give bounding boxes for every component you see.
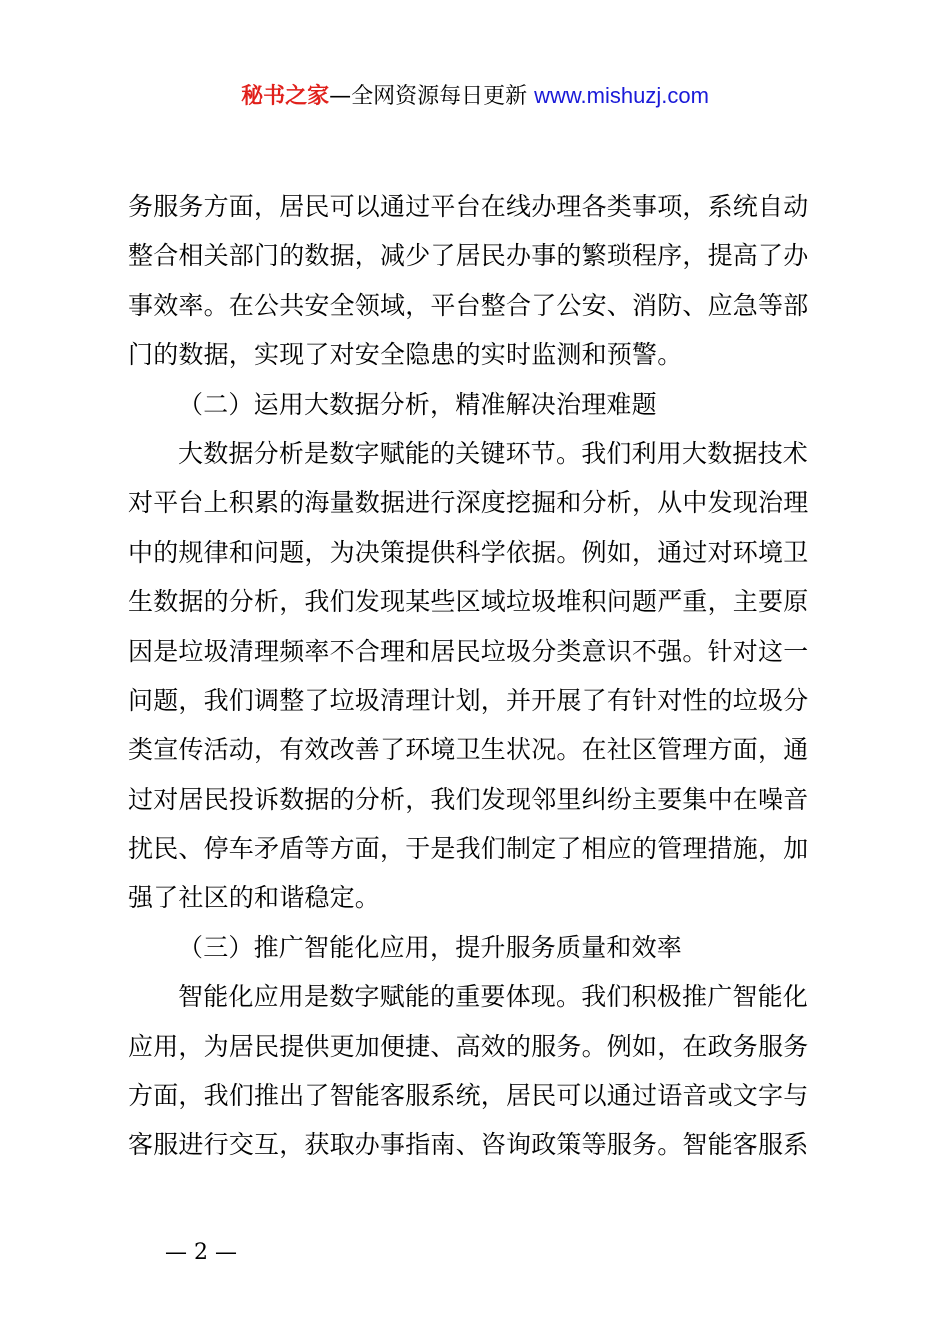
text-line: 因是垃圾清理频率不合理和居民垃圾分类意识不强。针对这一 [128, 636, 809, 666]
brand-name: 秘书之家 [241, 84, 330, 109]
section-heading-2: （二）运用大数据分析，精准解决治理难题 [178, 389, 657, 419]
site-url[interactable]: www.mishuzj.com [534, 83, 709, 108]
page-header [0, 80, 950, 113]
text-line: 过对居民投诉数据的分析，我们发现邻里纠纷主要集中在噪音 [128, 784, 809, 814]
text-line: 整合相关部门的数据，减少了居民办事的繁琐程序，提高了办 [128, 241, 809, 271]
paragraph-start: 大数据分析是数字赋能的关键环节。我们利用大数据技术 [178, 438, 809, 468]
section-heading-3: （三）推广智能化应用，提升服务质量和效率 [178, 932, 683, 962]
text-line: 生数据的分析，我们发现某些区域垃圾堆积问题严重，主要原 [128, 587, 809, 617]
text-line: 类宣传活动，有效改善了环境卫生状况。在社区管理方面，通 [128, 735, 809, 765]
text-line: 应用，为居民提供更加便捷、高效的服务。例如，在政务服务 [128, 1031, 809, 1061]
page-number: — 2 — [165, 1240, 237, 1265]
document-body [128, 182, 834, 1170]
text-line: 问题，我们调整了垃圾清理计划，并开展了有针对性的垃圾分 [128, 685, 809, 715]
text-line: 方面，我们推出了智能客服系统，居民可以通过语音或文字与 [128, 1081, 809, 1111]
text-line: 门的数据，实现了对安全隐患的实时监测和预警。 [128, 340, 683, 370]
text-line: 务服务方面，居民可以通过平台在线办理各类事项，系统自动 [128, 192, 809, 221]
paragraph-start: 智能化应用是数字赋能的重要体现。我们积极推广智能化 [178, 982, 809, 1012]
text-line: 中的规律和问题，为决策提供科学依据。例如，通过对环境卫 [128, 537, 809, 567]
text-line: 客服进行交互，获取办事指南、咨询政策等服务。智能客服系 [128, 1130, 809, 1160]
text-line: 扰民、停车矛盾等方面，于是我们制定了相应的管理措施，加 [128, 834, 809, 864]
text-line: 强了社区的和谐稳定。 [128, 883, 381, 913]
text-line: 对平台上积累的海量数据进行深度挖掘和分析，从中发现治理 [128, 488, 809, 518]
header-tagline: —全网资源每日更新 [329, 84, 535, 109]
text-line: 事效率。在公共安全领域，平台整合了公安、消防、应急等部 [128, 290, 809, 320]
